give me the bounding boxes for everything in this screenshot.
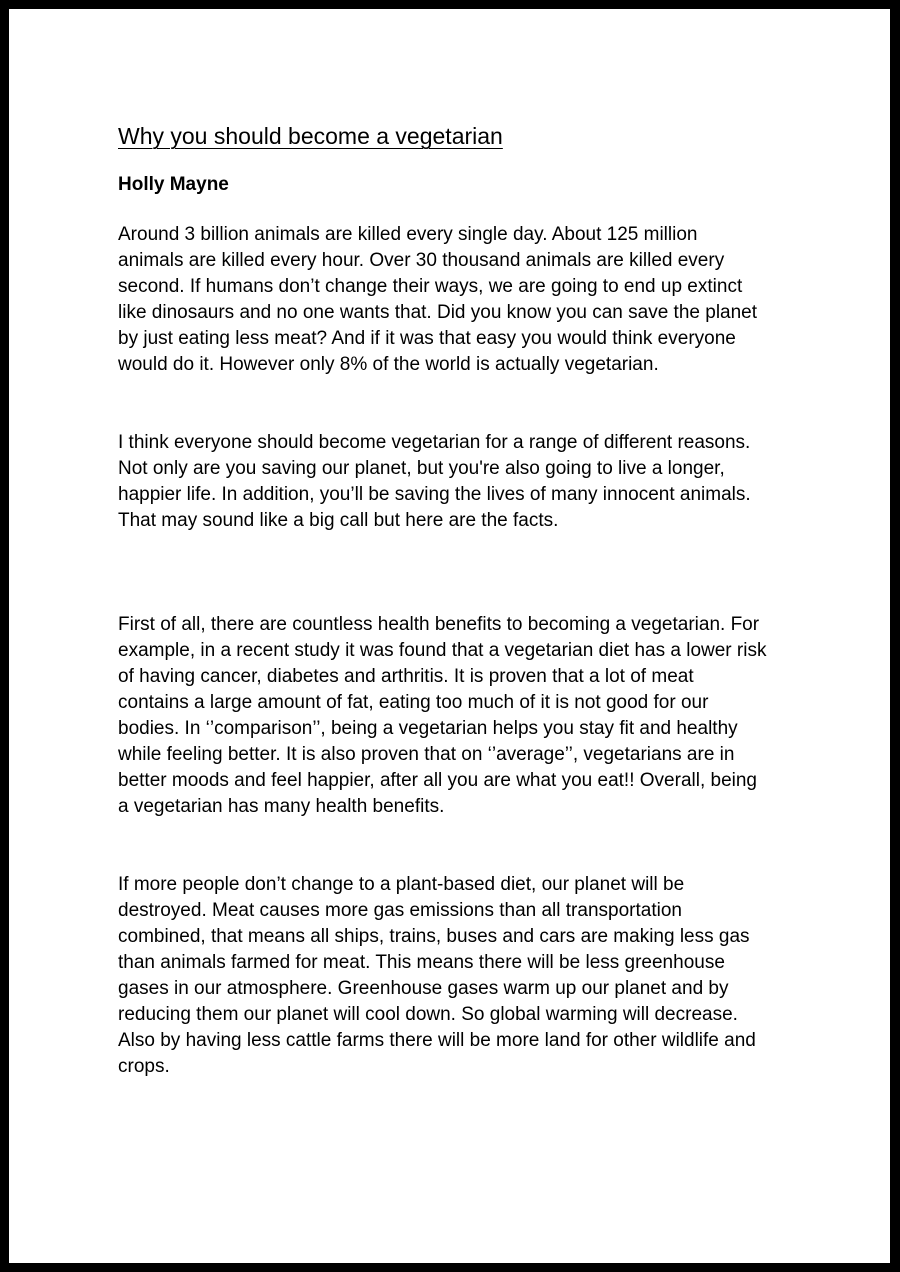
paragraph-health-benefits: First of all, there are countless health benefits to becoming a vegetarian. For example, in a recent study it was found that a vegetarian diet has a lower risk of having cancer, diabetes and arthritis. It is proven that a lot of meat contains a large amount of fat, eating too much of it is not good for our bodies. In ‘’comparison’’, being a vegetarian helps you stay fit and healthy while feeling better. It is also proven that on ‘’average’’, vegetarians are in better moods and feel happier, after all you are what you eat!! Overall, being a vegetarian has many health benefits. — [118, 614, 767, 817]
document-body — [118, 121, 808, 1077]
paragraph-reasons: I think everyone should become vegetarian for a range of different reasons. Not only are you saving our planet, but you're also going to live a longer, happier life. In addition, you’ll be saving the lives of many innocent animals. That may sound like a big call but here are the facts. — [118, 432, 751, 531]
author-name: Holly Mayne — [118, 174, 229, 195]
paragraph-environment: If more people don’t change to a plant-based diet, our planet will be destroyed. Meat causes more gas emissions than all transportation combined, that means all ships, trains, buses and cars are making less gas than animals farmed for meat. This means there will be less greenhouse gases in our atmosphere. Greenhouse gases warm up our planet and by reducing them our planet will cool down. So global warming will decrease. Also by having less cattle farms there will be more land for other wildlife and crops. — [118, 874, 756, 1077]
paragraph-intro: Around 3 billion animals are killed every single day. About 125 million animals are killed every hour. Over 30 thousand animals are killed every second. If humans don’t change their ways, we are going to end up extinct like dinosaurs and no one wants that. Did you know you can save the planet by just eating less meat? And if it was that easy you would think everyone would do it. However only 8% of the world is actually vegetarian. — [118, 224, 758, 375]
document-title: Why you should become a vegetarian — [118, 123, 503, 149]
